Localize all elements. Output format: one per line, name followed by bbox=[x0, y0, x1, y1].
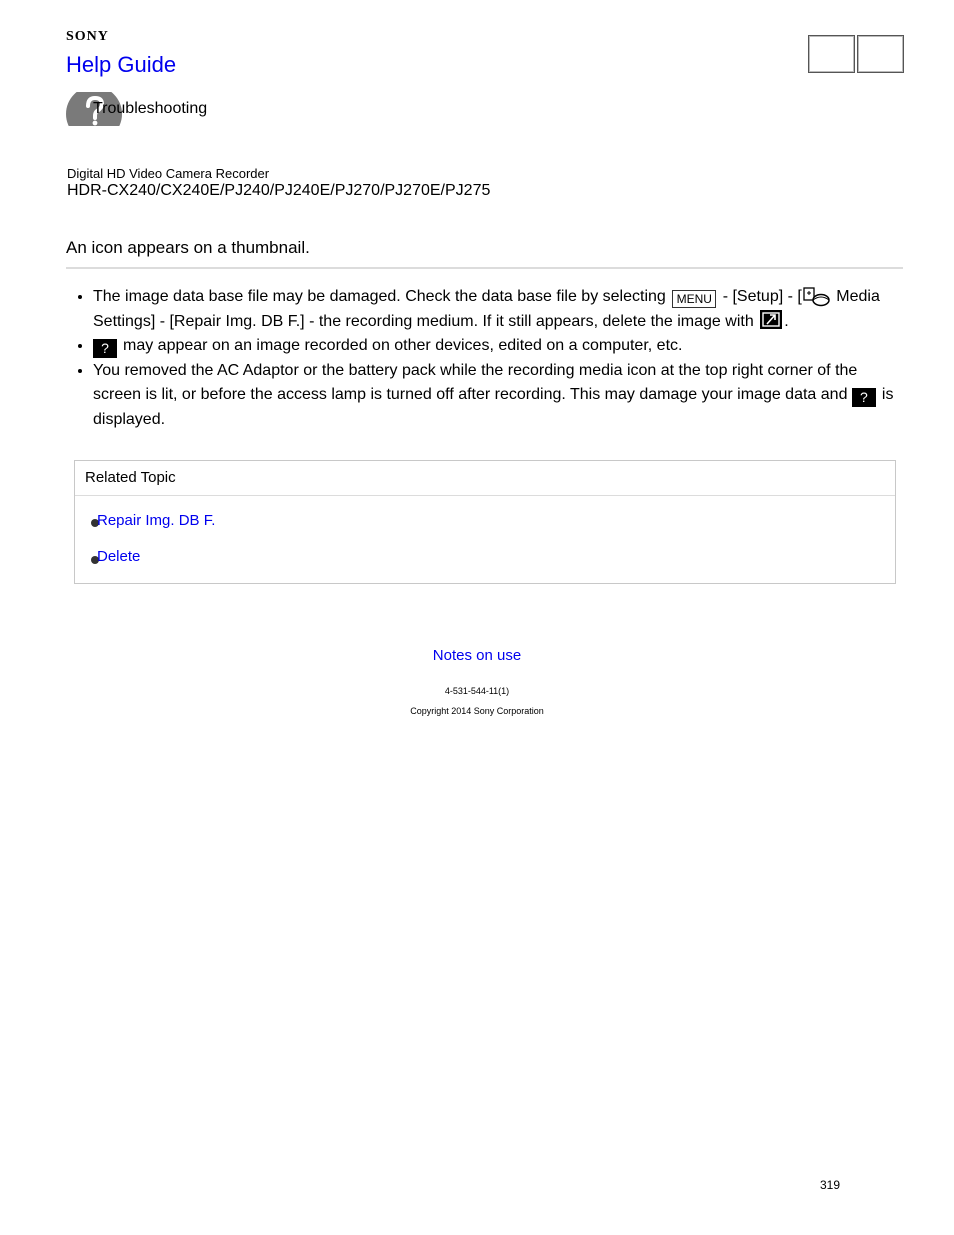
bullet-text: . bbox=[784, 312, 789, 330]
bullet-text: - [Setup] - [ bbox=[718, 288, 802, 305]
related-link-repair-img-db[interactable]: Repair Img. DB F. bbox=[97, 512, 216, 529]
related-topic-header: Related Topic bbox=[75, 461, 895, 496]
unknown-image-icon: ? bbox=[852, 388, 876, 407]
help-guide-title-link[interactable]: Help Guide bbox=[66, 52, 177, 77]
page-title: An icon appears on a thumbnail. bbox=[66, 238, 310, 257]
media-settings-icon bbox=[802, 285, 832, 307]
previous-page-button[interactable] bbox=[808, 35, 855, 73]
bullet-text: The image data base file may be damaged. Check the data base file by selecting bbox=[93, 288, 666, 305]
document-code: 4-531-544-11(1) bbox=[444, 686, 510, 696]
heading-divider bbox=[66, 267, 903, 269]
menu-key-icon: MENU bbox=[672, 290, 716, 308]
copyright: Copyright 2014 Sony Corporation bbox=[410, 706, 544, 716]
page-number: 319 bbox=[820, 1178, 841, 1192]
bullet-text: may appear on an image recorded on other devices, edited on a computer, etc. bbox=[123, 337, 683, 354]
delete-icon bbox=[760, 310, 782, 329]
related-topic-box bbox=[74, 460, 896, 584]
next-page-button[interactable] bbox=[857, 35, 904, 73]
bullet-text: You removed the AC Adaptor or the battery pack while the recording media icon at the top right corner of the screen is lit, or before the access lamp is turned off after recording. This may damage your image data and bbox=[93, 361, 858, 403]
related-link-delete[interactable]: Delete bbox=[97, 548, 141, 565]
product-models: HDR-CX240/CX240E/PJ240/PJ240E/PJ270/PJ270E/PJ275 bbox=[67, 182, 491, 199]
sony-logo: SONY bbox=[66, 29, 109, 44]
notes-on-use-link[interactable]: Notes on use bbox=[432, 647, 522, 664]
list-item bbox=[93, 285, 896, 334]
unknown-image-icon: ? bbox=[93, 339, 117, 358]
nav-buttons bbox=[808, 35, 904, 73]
bullet-text: is displayed. bbox=[93, 386, 894, 428]
section-label: Troubleshooting bbox=[93, 100, 208, 117]
cause-list bbox=[66, 285, 896, 432]
list-item bbox=[93, 359, 896, 433]
product-category: Digital HD Video Camera Recorder bbox=[67, 166, 270, 181]
bullet-text: Media Settings] - [Repair Img. DB F.] - the recording medium. If it still appears, delete the image with bbox=[93, 288, 880, 330]
list-item bbox=[93, 334, 896, 359]
